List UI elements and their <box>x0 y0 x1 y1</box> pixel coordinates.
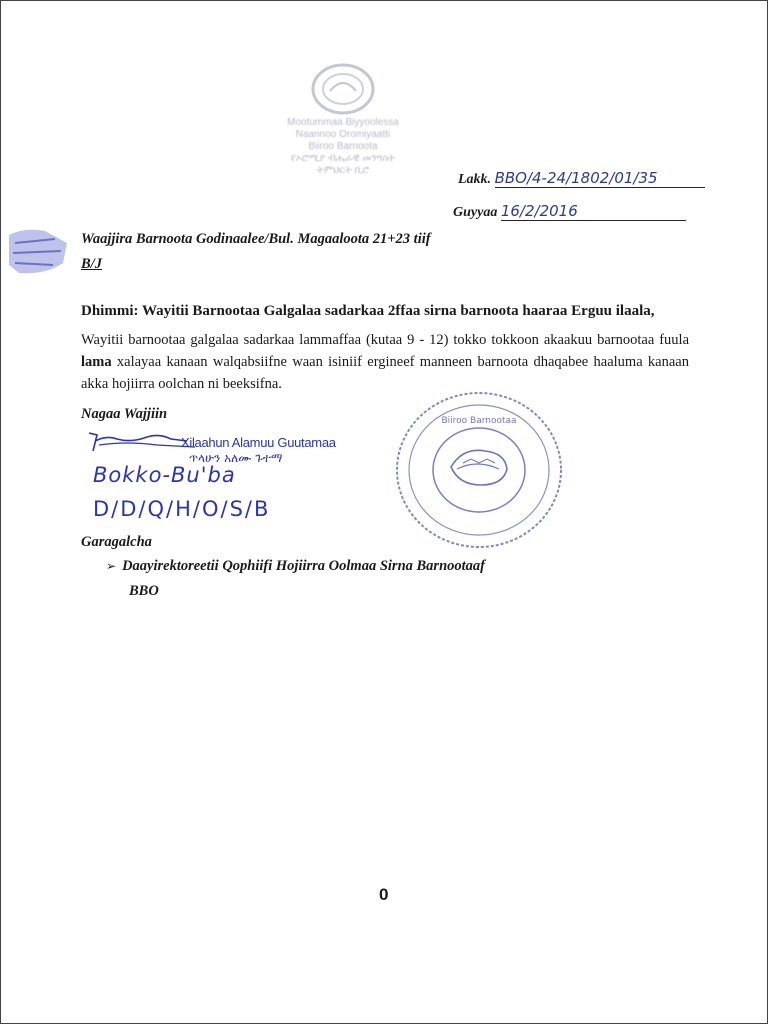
addressee-bj: B/J <box>81 256 102 272</box>
letterhead-line: ትምህርት ቢሮ <box>317 165 369 176</box>
guyyaa-label: Guyyaa <box>453 205 498 220</box>
corner-stamp-icon <box>5 225 75 281</box>
closing-line: Nagaa Wajjiin <box>81 406 168 422</box>
handwritten-note: Bokko-Bu'ba <box>93 463 236 487</box>
signatory-name-ethiopic: ጥላሁን አለሙ ጉተማ <box>189 451 283 465</box>
official-stamp-icon <box>393 389 565 551</box>
bullet-arrow-icon: ➢ <box>106 559 117 573</box>
reference-number <box>458 169 705 188</box>
letterhead <box>263 61 423 201</box>
addressee-line: Waajjira Barnoota Godinaalee/Bul. Magaaloota 21+23 tiif <box>81 231 431 247</box>
guyyaa-value: 16/2/2016 <box>501 202 686 221</box>
page-number: 0 <box>379 885 389 904</box>
cc-label: Garagalcha <box>81 534 152 550</box>
subject-line: Dhimmi: Wayitii Barnootaa Galgalaa sadarkaa 2ffaa sirna barnoota haaraa Erguu ilaala, <box>81 303 655 319</box>
letterhead-line: የኦሮሚያ ብሔራዊ መንግስት <box>290 153 396 164</box>
body-text: xalayaa kanaan walqabsiifne waan isiniif ergineef manneen barnoota dhaqabee haaluma kanaan akka hojiirra oolchan ni beeksifna. <box>81 354 689 392</box>
letterhead-logo-icon <box>308 61 378 117</box>
stamp-inner-text: Biiroo Barnootaa <box>441 416 517 426</box>
cc-item: BBO <box>129 583 159 599</box>
signatory-name: Xilaahun Alamuu Guutamaa <box>181 435 336 450</box>
body-paragraph <box>81 329 689 395</box>
lakk-label: Lakk. <box>458 172 492 187</box>
letterhead-line: Biiroo Barnoota <box>308 141 378 152</box>
body-text: Wayitii barnootaa galgalaa sadarkaa lammaffaa (kutaa 9 - 12) tokko tokkoon akaakuu barnootaa fuula <box>81 332 689 348</box>
lakk-value: BBO/4-24/1802/01/35 <box>495 169 705 188</box>
cc-item <box>106 558 485 575</box>
reference-date <box>453 202 686 221</box>
letterhead-line: Mootummaa Biyyoolessa <box>287 117 399 128</box>
handwritten-note: D/D/Q/H/O/S/B <box>93 497 271 521</box>
cc-item-text: Daayirektoreetii Qophiifi Hojiirra Oolmaa Sirna Barnootaaf <box>122 558 485 574</box>
body-bold-text: lama <box>81 354 112 370</box>
letterhead-line: Naannoo Oromiyaatti <box>295 129 391 140</box>
